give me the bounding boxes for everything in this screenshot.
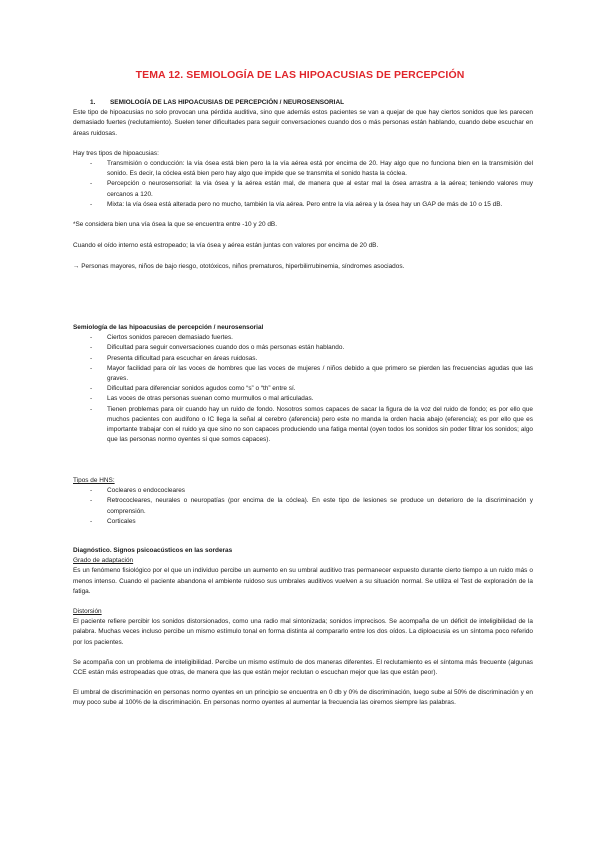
diagnosis-heading: Diagnóstico. Signos psicoacústicos en las sorderas — [73, 547, 233, 554]
section-1 — [73, 98, 533, 273]
note-risk-groups: → Personas mayores, niños de bajo riesgo, ototóxicos, niños prematuros, hiperbilirrubinemia, síndromes asociados. — [73, 263, 405, 271]
section-1-heading — [73, 98, 533, 108]
section-1-intro: Este tipo de hipoacusias no solo provocan una pérdida auditiva, sino que además estos pacientes se van a quejar de que hay ciertos sonidos que les parecen demasiado fuertes (reclutamiento). Suelen tener dificultades para seguir conversaciones cuando dos o más personas están hablando, cuando debe escuchar en áreas ruidosas. — [73, 109, 533, 137]
list-item: - Dificultad para seguir conversaciones cuando dos o más personas están hablando. — [90, 343, 533, 353]
hns-heading: Tipos de HNS: — [73, 477, 115, 484]
list-item: - Mixta: la vía ósea está alterada pero no mucho, también la vía aérea. Pero entre la vía aérea y la ósea hay un GAP de más de 10 o 15 dB. — [90, 200, 533, 210]
list-item: - Dificultad para diferenciar sonidos agudos como “s” o “th” entre sí. — [90, 384, 533, 394]
discrimination-paragraph: El umbral de discriminación en personas normo oyentes en un principio se encuentra en 0 db y 0% de discriminación, luego sube al 50% de discriminación y en muy poco sube al 100% de la discriminación. En personas normo oyentes al aumentar la frecuencia las oiremos siempre las palabras. — [73, 689, 533, 707]
list-item: - Transmisión o conducción: la vía ósea está bien pero la la vía aérea está por encima de 20. Hay algo que no funciona bien en la transmisión del sonido. Es decir, la cóclea está bien pero hay algo que impide que se transmita el sonido hasta la cóclea. — [90, 159, 533, 179]
semiology-section — [73, 323, 533, 445]
hns-section — [73, 476, 533, 527]
list-item: - Retrococleares, neurales o neuropatías (por encima de la cóclea). En este tipo de lesiones se produce un deterioro de la discriminación y comprensión. — [90, 496, 533, 516]
section-1-title: SEMIOLOGÍA DE LAS HIPOACUSIAS DE PERCEPCIÓN / NEUROSENSORIAL — [110, 99, 345, 106]
list-item: - Las voces de otras personas suenan como murmullos o mal articuladas. — [90, 394, 533, 404]
types-intro: Hay tres tipos de hipoacusias: — [73, 149, 159, 157]
intelligibility-paragraph: Se acompaña con un problema de inteligibilidad. Percibe un mismo estímulo de dos maneras diferentes. El reclutamiento es el síntoma más frecuente (algunas CCE están más estropeadas que otras, de manera que las que están mejor reclutan o escuchan mejor que las que están peor). — [73, 658, 533, 677]
semiology-heading: Semiología de las hipoacusias de percepción / neurosensorial — [73, 324, 264, 331]
page-title: TEMA 12. SEMIOLOGÍA DE LAS HIPOACUSIAS DE PERCEPCIÓN — [135, 69, 465, 81]
hns-list — [73, 486, 533, 527]
adaptation-paragraph: Es un fenómeno fisiológico por el que un individuo percibe un aumento en su umbral auditivo tras permanecer expuesto durante cierto tiempo a un ruido más o menos intenso. Cuando el paciente abandona el ambiente ruidoso sus umbrales auditivos vuelven a su situación normal. Se utiliza el Test de exploración de la fatiga. — [73, 567, 533, 595]
section-1-number: 1. — [90, 99, 96, 106]
list-item: - Corticales — [90, 517, 533, 527]
note-bone-conduction: *Se considera bien una vía ósea la que se encuentra entre -10 y 20 dB. — [73, 221, 277, 229]
hearing-loss-types-list — [73, 159, 533, 210]
semiology-list — [73, 333, 533, 445]
note-inner-ear: Cuando el oído interno está estropeado; la vía ósea y aérea están juntas con valores por encima de 20 dB. — [73, 242, 379, 250]
list-item: - Ciertos sonidos parecen demasiado fuertes. — [90, 333, 533, 343]
list-item: - Presenta dificultad para escuchar en áreas ruidosas. — [90, 354, 533, 364]
list-item: - Tienen problemas para oír cuando hay un ruido de fondo. Nosotros somos capaces de sacar la figura de la voz del ruido de fondo; es por ello que muchos pacientes con audífono o IC llega la señal al cerebro (aferencia) pero este no manda la orden hacia abajo (eferencia); es por ello que es importante trabajar con el ruido ya que sino no son capaces produciendo una fatiga mental (oyen todos los sonidos sin poder filtrar los sonidos; algo que las personas normo oyentes sí que somos capaces). — [90, 405, 533, 446]
list-item: - Cocleares o endococleares — [90, 486, 533, 496]
list-item: - Percepción o neurosensorial: la vía ósea y la aérea están mal, de manera que al estar mal la ósea arrastra a la aérea; teniendo valores muy cercanos a 120. — [90, 179, 533, 199]
list-item: - Mayor facilidad para oír las voces de hombres que las voces de mujeres / niños debido a que primero se pierden las frecuencias agudas que las graves. — [90, 364, 533, 384]
diagnosis-section — [73, 546, 533, 709]
distortion-subheading: Distorsión — [73, 608, 102, 616]
adaptation-subheading: Grado de adaptación — [73, 557, 134, 565]
distortion-paragraph: El paciente refiere percibir los sonidos distorsionados, como una radio mal sintonizada; sonidos imprecisos. Se acompaña de un déficit de inteligibilidad de la palabra. Muchas veces incluso percibe un mismo estímulo tonal en forma distinta al compararlo entre los dos oídos. La diploacusia es un síntoma poco referido por los pacientes. — [73, 618, 533, 646]
